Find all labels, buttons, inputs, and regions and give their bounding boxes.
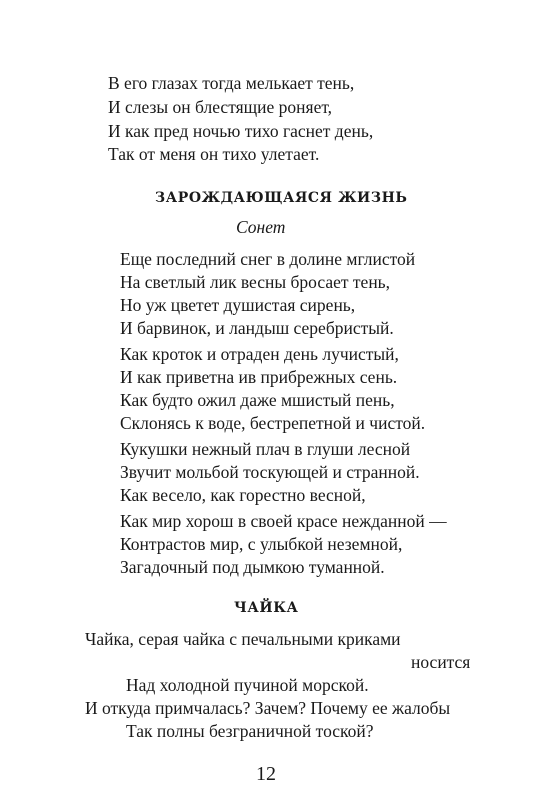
verse-line: В его глазах тогда мелькает тень, xyxy=(108,73,355,93)
poem-title: ЗАРОЖДАЮЩАЯСЯ ЖИЗНЬ xyxy=(155,190,408,206)
poem-title: ЧАЙКА xyxy=(234,600,299,616)
verse-line: И слезы он блестящие роняет, xyxy=(108,97,333,117)
verse-line: Как мир хорош в своей красе нежданной — xyxy=(120,511,447,531)
verse-line: Контрастов мир, с улыбкой неземной, xyxy=(120,534,403,554)
verse-line: носится xyxy=(411,652,471,672)
verse-line: Как будто ожил даже мшистый пень, xyxy=(120,390,395,410)
verse-line: Как кроток и отраден день лучистый, xyxy=(120,344,399,364)
verse-line: Чайка, серая чайка с печальными криками xyxy=(85,629,401,649)
verse-line: И откуда примчалась? Зачем? Почему ее жалобы xyxy=(85,698,451,718)
verse-line: Звучит мольбой тоскующей и странной. xyxy=(120,462,420,482)
verse-line: Как весело, как горестно весной, xyxy=(120,485,366,505)
verse-line: На светлый лик весны бросает тень, xyxy=(120,272,391,292)
verse-line: Так полны безграничной тоской? xyxy=(126,721,374,741)
verse-line: И барвинок, и ландыш серебристый. xyxy=(120,318,394,338)
page-number: 12 xyxy=(256,763,276,785)
verse-line: Склонясь к воде, бестрепетной и чистой. xyxy=(120,413,426,433)
verse-line: И как приветна ив прибрежных сень. xyxy=(120,367,398,387)
verse-line: Так от меня он тихо улетает. xyxy=(108,144,320,164)
verse-line: Загадочный под дымкою туманной. xyxy=(120,557,385,577)
verse-line: И как пред ночью тихо гаснет день, xyxy=(108,121,374,141)
verse-line: Кукушки нежный плач в глуши лесной xyxy=(120,439,411,459)
verse-line: Над холодной пучиной морской. xyxy=(126,675,369,695)
verse-line: Еще последний снег в долине мглистой xyxy=(120,249,416,269)
poem-subtitle: Сонет xyxy=(236,217,286,237)
verse-line: Но уж цветет душистая сирень, xyxy=(120,295,356,315)
